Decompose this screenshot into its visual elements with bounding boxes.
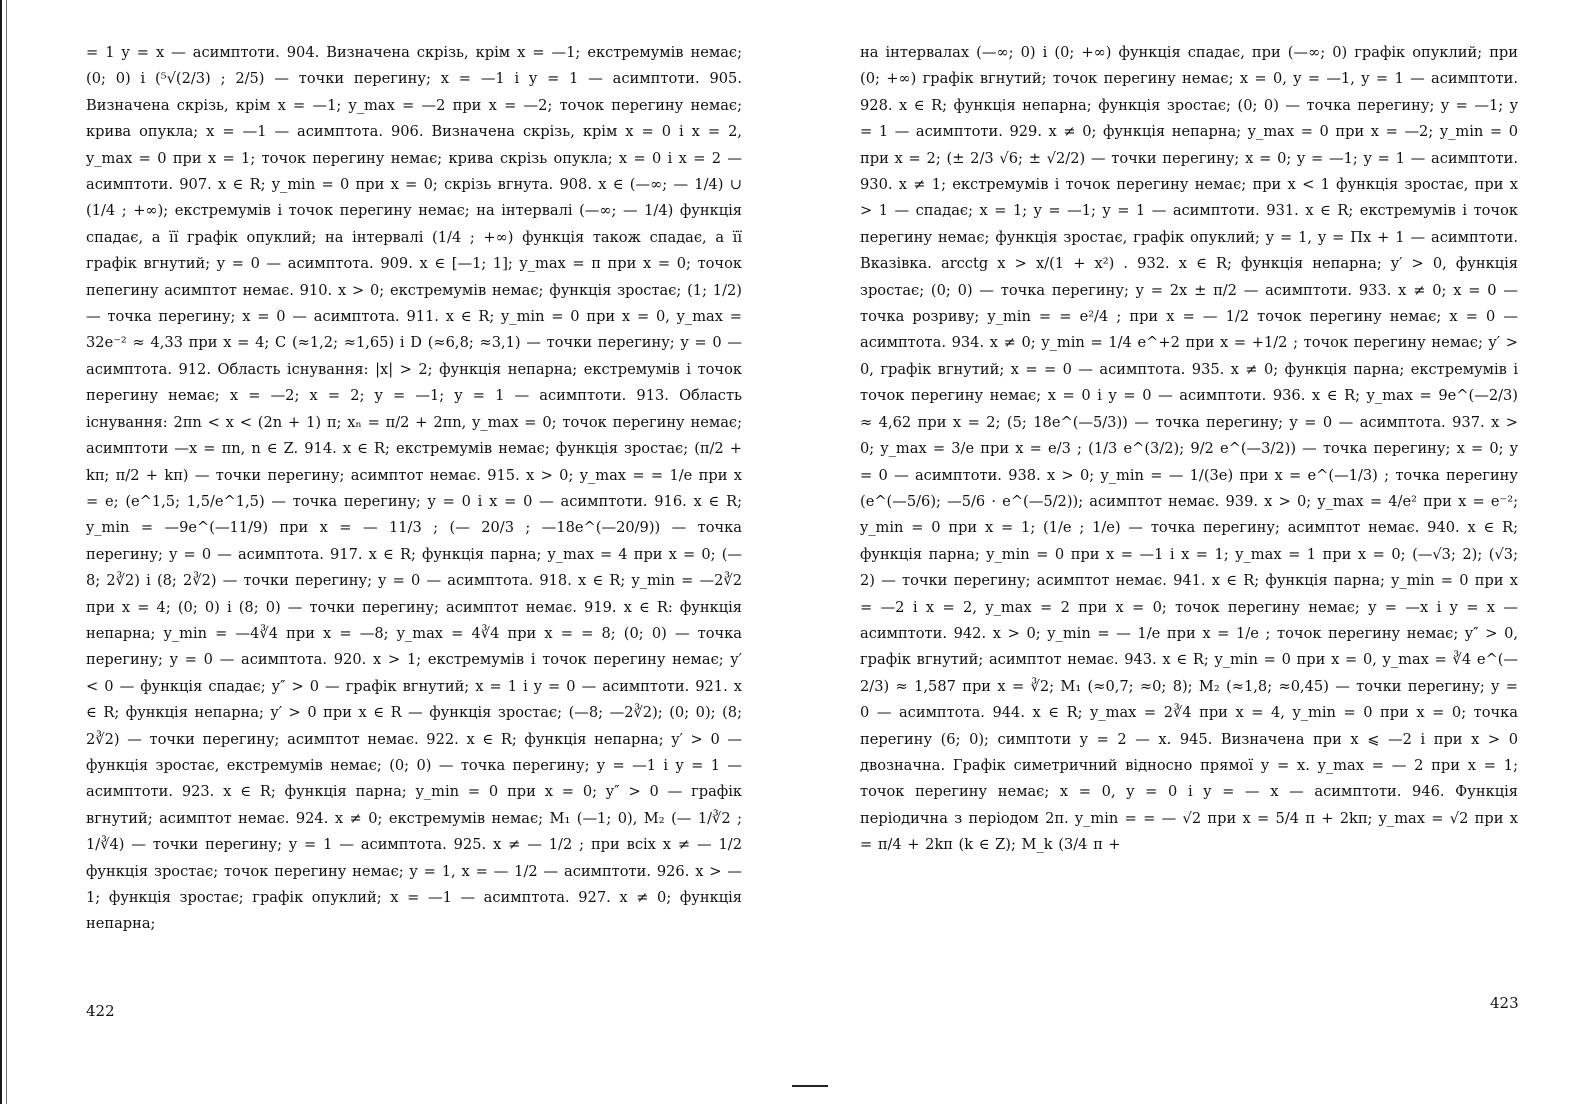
- book-edge: [0, 0, 12, 1104]
- right-page: [860, 40, 1518, 859]
- left-page-number: 422: [86, 1002, 115, 1020]
- right-page-number: 423: [1490, 994, 1519, 1012]
- left-page: [86, 40, 742, 938]
- left-page-text: = 1 y = x — асимптоти. 904. Визначена скрізь, крім x = —1; екстремумів немає; (0; 0) і (⁵√(2/3) ; 2/5) — точки перегину; x = —1 і y = 1 — асимптоти. 905. Визначена скрізь, крім x = —1; y_max = —2 при x = —2; точок перегину немає; крива опукла; x = —1 — асимптота. 906. Визначена скрізь, крім x = 0 і x = 2, y_max = 0 при x = 1; точок перегину немає; крива скрізь опукла; x = 0 і x = 2 — асимптоти. 907. x ∈ R; y_min = 0 при x = 0; скрізь вгнута. 908. x ∈ (—∞; — 1/4) ∪ (1/4 ; +∞); екстремумів і точок перегину немає; на інтервалі (—∞; — 1/4) функція спадає, а її графік опуклий; на інтервалі (1/4 ; +∞) функція також спадає, а її графік вгнутий; y = 0 — асимптота. 909. x ∈ [—1; 1]; y_max = π при x = 0; точок пепегину асимптот немає. 910. x > 0; екстремумів немає; функція зростає; (1; 1/2) — точка перегину; x = 0 — асимптота. 911. x ∈ R; y_min = 0 при x = 0, y_max = 32e⁻² ≈ 4,33 при x = 4; C (≈1,2; ≈1,65) і D (≈6,8; ≈3,1) — точки перегину; y = 0 — асимптота. 912. Область існування: |x| > 2; функція непарна; екстремумів і точок перегину немає; x = —2; x = 2; y = —1; y = 1 — асимптоти. 913. Область існування: 2πn < x < (2n + 1) π; xₙ = π/2 + 2πn, y_max = 0; точок перегину немає; асимптоти —x = πn, n ∈ Z. 914. x ∈ R; екстремумів немає; функція зростає; (π/2 + kπ; π/2 + kπ) — точки перегину; асимптот немає. 915. x > 0; y_max = = 1/e при x = e; (e^1,5; 1,5/e^1,5) — точка перегину; y = 0 і x = 0 — асимптоти. 916. x ∈ R; y_min = —9e^(—11/9) при x = — 11/3 ; (— 20/3 ; —18e^(—20/9)) — точка перегину; y = 0 — асимптота. 917. x ∈ R; функція парна; y_max = 4 при x = 0; (—8; 2∛2) і (8; 2∛2) — точки перегину; y = 0 — асимптота. 918. x ∈ R; y_min = —2∛2 при x = 4; (0; 0) і (8; 0) — точки перегину; асимптот немає. 919. x ∈ R: функція непарна; y_min = —4∛4 при x = —8; y_max = 4∛4 при x = = 8; (0; 0) — точка перегину; y = 0 — асимптота. 920. x > 1; екстремумів і точок перегину немає; y′ < 0 — функція спадає; y″ > 0 — графік вгнутий; x = 1 і y = 0 — асимптоти. 921. x ∈ R; функція непарна; y′ > 0 при x ∈ R — функція зростає; (—8; —2∛2); (0; 0); (8; 2∛2) — точки перегину; асимптот немає. 922. x ∈ R; функція непарна; y′ > 0 — функція зростає, екстремумів немає; (0; 0) — точка перегину; y = —1 і y = 1 — асимптоти. 923. x ∈ R; функція парна; y_min = 0 при x = 0; y″ > 0 — графік вгнутий; асимптот немає. 924. x ≠ 0; екстремумів немає; M₁ (—1; 0), M₂ (— 1/∛2 ; 1/∛4) — точки перегину; y = 1 — асимптота. 925. x ≠ — 1/2 ; при всіх x ≠ — 1/2 функція зростає; точок перегину немає; y = 1, x = — 1/2 — асимптоти. 926. x > —1; функція зростає; графік опуклий; x = —1 — асимптота. 927. x ≠ 0; функція непарна;: [86, 44, 742, 933]
- bottom-mark: [792, 1085, 828, 1087]
- right-page-text: на інтервалах (—∞; 0) і (0; +∞) функція спадає, при (—∞; 0) графік опуклий; при (0; +∞) графік вгнутий; точок перегину немає; x = 0, y = —1, y = 1 — асимптоти. 928. x ∈ R; функція непарна; функція зростає; (0; 0) — точка перегину; y = —1; y = 1 — асимптоти. 929. x ≠ 0; функція непарна; y_max = 0 при x = —2; y_min = 0 при x = 2; (± 2/3 √6; ± √2/2) — точки перегину; x = 0; y = —1; y = 1 — асимптоти. 930. x ≠ 1; екстремумів і точок перегину немає; при x < 1 функція зростає, при x > 1 — спадає; x = 1; y = —1; y = 1 — асимптоти. 931. x ∈ R; екстремумів і точок перегину немає; функція зростає, графік опуклий; y = 1, y = Πx + 1 — асимптоти. Вказівка. arcctg x > x/(1 + x²) . 932. x ∈ R; функція непарна; y′ > 0, функція зростає; (0; 0) — точка перегину; y = 2x ± π/2 — асимптоти. 933. x ≠ 0; x = 0 — точка розриву; y_min = = e²/4 ; при x = — 1/2 точок перегину немає; x = 0 — асимптота. 934. x ≠ 0; y_min = 1/4 e^+2 при x = +1/2 ; точок перегину немає; y′ > 0, графік вгнутий; x = = 0 — асимптота. 935. x ≠ 0; функція парна; екстремумів і точок перегину немає; x = 0 і y = 0 — асимптоти. 936. x ∈ R; y_max = 9e^(—2/3) ≈ 4,62 при x = 2; (5; 18e^(—5/3)) — точка перегину; y = 0 — асимптота. 937. x > 0; y_max = 3/e при x = e/3 ; (1/3 e^(3/2); 9/2 e^(—3/2)) — точка перегину; x = 0; y = 0 — асимптоти. 938. x > 0; y_min = — 1/(3e) при x = e^(—1/3) ; точка перегину (e^(—5/6); —5/6 · e^(—5/2)); асимптот немає. 939. x > 0; y_max = 4/e² при x = e⁻²; y_min = 0 при x = 1; (1/e ; 1/e) — точка перегину; асимптот немає. 940. x ∈ R; функція парна; y_min = 0 при x = —1 і x = 1; y_max = 1 при x = 0; (—√3; 2); (√3; 2) — точки перегину; асимптот немає. 941. x ∈ R; функція парна; y_min = 0 при x = —2 і x = 2, y_max = 2 при x = 0; точок перегину немає; y = —x і y = x — асимптоти. 942. x > 0; y_min = — 1/e при x = 1/e ; точок перегину немає; y″ > 0, графік вгнутий; асимптот немає. 943. x ∈ R; y_min = 0 при x = 0, y_max = ∛4 e^(—2/3) ≈ 1,587 при x = ∛2; M₁ (≈0,7; ≈0; 8); M₂ (≈1,8; ≈0,45) — точки перегину; y = 0 — асимптота. 944. x ∈ R; y_max = 2∛4 при x = 4, y_min = 0 при x = 0; точка перегину (6; 0); симптоти y = 2 — x. 945. Визначена при x ⩽ —2 і при x > 0 двозначна. Графік симетричний відносно прямої y = x. y_max = — 2 при x = 1; точок перегину немає; x = 0, y = 0 і y = — x — асимптоти. 946. Функція періодична з періодом 2π. y_min = = — √2 при x = 5/4 π + 2kπ; y_max = √2 при x = π/4 + 2kπ (k ∈ Z); M_k (3/4 π +: [860, 44, 1518, 854]
